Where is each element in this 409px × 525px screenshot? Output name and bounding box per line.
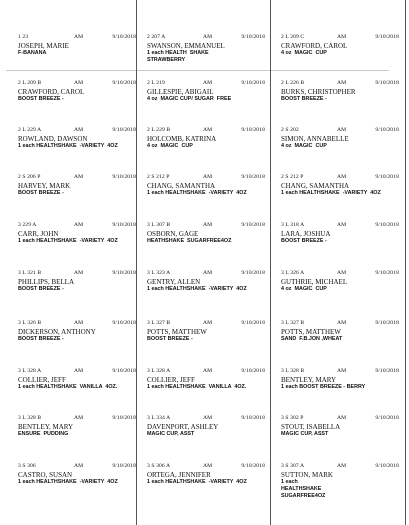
label-room: 1 23 <box>18 34 29 40</box>
label-item: MAGIC CUP, ASST <box>147 431 195 437</box>
label-room: 3 L 323 A <box>147 270 171 276</box>
label-item: BOOST BREEZE - <box>18 286 64 292</box>
label-resident-name: BURKS, CHRISTOPHER <box>281 88 356 96</box>
label-header <box>281 174 399 181</box>
label-header <box>147 415 265 422</box>
label-date: 9/10/2018 <box>375 34 399 40</box>
meal-label <box>281 415 399 465</box>
meal-label <box>147 174 265 224</box>
label-header <box>281 415 399 422</box>
label-resident-name: POTTS, MATTHEW <box>147 328 207 336</box>
meal-label <box>147 368 265 418</box>
label-item: 1 each HEALTHSHAKE VANILLA 4OZ. <box>18 384 118 390</box>
label-room: 3 S 306 <box>18 463 36 469</box>
label-room: 3 L 328 A <box>18 368 42 374</box>
label-resident-name: DICKERSON, ANTHONY <box>18 328 96 336</box>
label-date: 9/10/2018 <box>241 80 265 86</box>
meal-label <box>18 127 136 177</box>
label-resident-name: GUTHRIE, MICHAEL <box>281 278 348 286</box>
label-date: 9/10/2018 <box>112 127 136 133</box>
label-meal: AM <box>337 368 347 374</box>
label-header <box>147 270 265 277</box>
label-header <box>18 415 136 422</box>
label-item: BOOST BREEZE - <box>18 190 64 196</box>
label-resident-name: COLLIER, JEFF <box>147 376 195 384</box>
label-date: 9/10/2018 <box>375 320 399 326</box>
label-meal: AM <box>74 80 84 86</box>
label-meal: AM <box>74 463 84 469</box>
label-meal: AM <box>203 415 213 421</box>
label-date: 9/10/2018 <box>112 80 136 86</box>
label-room: 3 229 A <box>18 222 37 228</box>
label-room: 2 S 212 P <box>147 174 170 180</box>
label-meal: AM <box>337 127 347 133</box>
label-header <box>18 320 136 327</box>
label-header <box>147 80 265 87</box>
label-date: 9/10/2018 <box>112 415 136 421</box>
label-header <box>18 222 136 229</box>
label-header <box>147 463 265 470</box>
label-meal: AM <box>203 174 213 180</box>
label-item: BOOST BREEZE - <box>18 96 64 102</box>
label-header <box>281 463 399 470</box>
label-date: 9/10/2018 <box>112 320 136 326</box>
label-meal: AM <box>74 320 84 326</box>
label-meal: AM <box>337 463 347 469</box>
label-room: 3 S 302 P <box>281 415 304 421</box>
label-header <box>18 270 136 277</box>
label-item: 1 each HEALTHSHAKE -VARIETY 4OZ <box>147 286 247 292</box>
meal-label <box>147 415 265 465</box>
label-resident-name: CHANG, SAMANTHA <box>147 182 216 190</box>
label-item: 4 oz MAGIC CUP/ SUGAR FREE <box>147 96 232 102</box>
column-divider-1 <box>136 0 137 525</box>
label-meal: AM <box>74 270 84 276</box>
meal-label <box>281 80 399 130</box>
meal-label <box>18 415 136 465</box>
label-resident-name: POTTS, MATTHEW <box>281 328 341 336</box>
label-resident-name: PHILLIPS, BELLA <box>18 278 74 286</box>
label-item: HEATHSHAKE SUGARFREE4OZ <box>147 238 232 244</box>
label-meal: AM <box>74 415 84 421</box>
label-date: 9/10/2018 <box>375 80 399 86</box>
label-date: 9/10/2018 <box>375 270 399 276</box>
label-date: 9/10/2018 <box>112 368 136 374</box>
label-item: ENSURE PUDDING <box>18 431 69 437</box>
label-resident-name: CRAWFORD, CAROL <box>281 42 348 50</box>
label-item: BOOST BREEZE - <box>281 238 327 244</box>
meal-label <box>147 127 265 177</box>
label-header <box>147 34 265 41</box>
label-room: 2 L 219 <box>147 80 165 86</box>
meal-label <box>281 463 399 513</box>
label-date: 9/10/2018 <box>112 174 136 180</box>
label-resident-name: GENTRY, ALLEN <box>147 278 201 286</box>
label-resident-name: CASTRO, SUSAN <box>18 471 73 479</box>
label-resident-name: SUTTON, MARK <box>281 471 333 479</box>
label-room: 3 L 328 B <box>18 415 42 421</box>
label-item: 4 oz MAGIC CUP <box>281 286 327 292</box>
label-item: BOOST BREEZE - <box>147 336 193 342</box>
label-item: 1 each HEALTHSHAKE -VARIETY 4OZ <box>147 190 247 196</box>
meal-label <box>147 463 265 513</box>
label-item: 1 each HEALTHSHAKE -VARIETY 4OZ <box>18 238 118 244</box>
meal-label <box>18 80 136 130</box>
label-date: 9/10/2018 <box>112 463 136 469</box>
label-header <box>281 34 399 41</box>
meal-label <box>18 463 136 513</box>
label-room: 2 L 229 B <box>147 127 171 133</box>
label-header <box>281 127 399 134</box>
label-header <box>147 174 265 181</box>
label-room: 2 S 206 P <box>18 174 41 180</box>
label-room: 2 S 212 P <box>281 174 304 180</box>
label-room: 3 L 327 B <box>147 320 171 326</box>
column-divider-2 <box>270 0 271 525</box>
label-resident-name: LARA, JOSHUA <box>281 230 331 238</box>
label-header <box>18 127 136 134</box>
label-header <box>18 174 136 181</box>
label-item: 4 oz MAGIC CUP <box>147 143 193 149</box>
label-resident-name: BENTLEY, MARY <box>18 423 74 431</box>
label-header <box>18 463 136 470</box>
label-date: 9/10/2018 <box>375 463 399 469</box>
label-item: 1 each HEALTHSHAKE SUGARFREE4OZ <box>281 479 326 499</box>
meal-label <box>147 222 265 272</box>
label-meal: AM <box>337 415 347 421</box>
label-date: 9/10/2018 <box>241 270 265 276</box>
label-date: 9/10/2018 <box>241 368 265 374</box>
meal-label <box>147 320 265 370</box>
meal-label <box>281 320 399 370</box>
label-item: 1 each HEALTH SHAKE STRAWBERRY <box>147 50 209 63</box>
label-item: 1 each HEALTHSHAKE VANILLA 4OZ. <box>147 384 247 390</box>
label-date: 9/10/2018 <box>375 127 399 133</box>
label-date: 9/10/2018 <box>112 34 136 40</box>
label-meal: AM <box>74 127 84 133</box>
meal-label <box>18 368 136 418</box>
label-item: BOOST BREEZE - <box>281 96 327 102</box>
label-header <box>147 222 265 229</box>
label-item: BOOST BREEZE - <box>18 336 64 342</box>
label-date: 9/10/2018 <box>112 270 136 276</box>
label-item: SAND F.B.JON ,WHEAT <box>281 336 343 342</box>
label-item: 4 oz MAGIC CUP <box>281 143 327 149</box>
meal-label <box>18 174 136 224</box>
label-resident-name: CRAWFORD, CAROL <box>18 88 85 96</box>
label-resident-name: GILLESPIE, ABIGAIL <box>147 88 214 96</box>
label-room: 3 L 328 B <box>281 368 305 374</box>
label-header <box>147 368 265 375</box>
label-room: 3 L 321 B <box>18 270 42 276</box>
label-header <box>281 368 399 375</box>
label-header <box>18 34 136 41</box>
label-item: 4 oz MAGIC CUP <box>281 50 327 56</box>
label-room: 3 L 326 B <box>18 320 42 326</box>
label-date: 9/10/2018 <box>241 320 265 326</box>
label-meal: AM <box>74 34 84 40</box>
label-room: 3 L 334 A <box>147 415 171 421</box>
label-meal: AM <box>74 368 84 374</box>
meal-label <box>281 127 399 177</box>
label-meal: AM <box>203 127 213 133</box>
label-room: 3 L 328 A <box>147 368 171 374</box>
column-divider-3 <box>405 0 406 525</box>
label-room: 3 S 306 A <box>147 463 171 469</box>
label-date: 9/10/2018 <box>375 368 399 374</box>
label-item: 1 each HEALTHSHAKE -VARIETY 4OZ <box>18 143 118 149</box>
meal-label <box>281 34 399 84</box>
label-header <box>281 270 399 277</box>
label-resident-name: ROWLAND, DAWSON <box>18 135 88 143</box>
label-date: 9/10/2018 <box>112 222 136 228</box>
label-resident-name: COLLIER, JEFF <box>18 376 66 384</box>
label-item: 1 each HEALTHSHAKE -VARIETY 4OZ <box>281 190 381 196</box>
label-room: 2 S 202 <box>281 127 299 133</box>
label-date: 9/10/2018 <box>375 415 399 421</box>
label-header <box>281 320 399 327</box>
label-item: F-BANANA <box>18 50 47 56</box>
label-room: 3 L 307 B <box>147 222 171 228</box>
label-item: 1 each HEALTHSHAKE -VARIETY 4OZ <box>147 479 247 485</box>
label-room: 2 L 209 B <box>18 80 42 86</box>
label-resident-name: OSBORN, GAGE <box>147 230 199 238</box>
label-meal: AM <box>337 320 347 326</box>
label-room: 2 L 229 A <box>18 127 42 133</box>
meal-label <box>18 270 136 320</box>
meal-label <box>147 80 265 130</box>
label-resident-name: HARVEY, MARK <box>18 182 71 190</box>
label-date: 9/10/2018 <box>241 415 265 421</box>
label-room: 2 L 226 B <box>281 80 305 86</box>
label-resident-name: DAVENPORT, ASHLEY <box>147 423 219 431</box>
label-room: 2 L 209 C <box>281 34 305 40</box>
meal-label <box>147 270 265 320</box>
label-header <box>18 368 136 375</box>
label-meal: AM <box>74 174 84 180</box>
label-resident-name: CARR, JOHN <box>18 230 59 238</box>
meal-label <box>18 320 136 370</box>
meal-label <box>281 368 399 418</box>
label-room: 3 L 318 A <box>281 222 305 228</box>
label-item: 1 each BOOST BREEZE - BERRY <box>281 384 366 390</box>
label-date: 9/10/2018 <box>375 174 399 180</box>
label-date: 9/10/2018 <box>241 222 265 228</box>
label-meal: AM <box>337 270 347 276</box>
label-meal: AM <box>203 270 213 276</box>
label-date: 9/10/2018 <box>375 222 399 228</box>
label-meal: AM <box>203 463 213 469</box>
label-resident-name: SWANSON, EMMANUEL <box>147 42 225 50</box>
label-resident-name: BENTLEY, MARY <box>281 376 337 384</box>
label-meal: AM <box>74 222 84 228</box>
label-resident-name: HOLCOMB, KATRINA <box>147 135 217 143</box>
meal-label <box>18 34 136 84</box>
label-meal: AM <box>337 174 347 180</box>
label-meal: AM <box>337 34 347 40</box>
label-meal: AM <box>337 222 347 228</box>
label-date: 9/10/2018 <box>241 34 265 40</box>
label-item: MAGIC CUP, ASST <box>281 431 329 437</box>
label-room: 3 S 307 A <box>281 463 305 469</box>
meal-label <box>281 270 399 320</box>
meal-label <box>281 222 399 272</box>
label-resident-name: JOSEPH, MARIE <box>18 42 69 50</box>
label-meal: AM <box>203 320 213 326</box>
label-resident-name: ORTEGA, JENNIFER <box>147 471 211 479</box>
label-header <box>18 80 136 87</box>
label-resident-name: CHANG, SAMANTHA <box>281 182 350 190</box>
label-meal: AM <box>203 368 213 374</box>
label-date: 9/10/2018 <box>241 127 265 133</box>
meal-label <box>147 34 265 84</box>
label-room: 3 L 326 A <box>281 270 305 276</box>
meal-label <box>281 174 399 224</box>
label-header <box>281 222 399 229</box>
label-resident-name: STOUT, ISABELLA <box>281 423 341 431</box>
label-header <box>281 80 399 87</box>
label-room: 2 207 A <box>147 34 166 40</box>
label-resident-name: SIMON, ANNABELLE <box>281 135 349 143</box>
label-item: 1 each HEALTHSHAKE -VARIETY 4OZ <box>18 479 118 485</box>
meal-label <box>18 222 136 272</box>
label-meal: AM <box>203 80 213 86</box>
label-meal: AM <box>337 80 347 86</box>
label-room: 3 L 327 B <box>281 320 305 326</box>
label-header <box>147 320 265 327</box>
label-date: 9/10/2018 <box>241 174 265 180</box>
label-meal: AM <box>203 222 213 228</box>
label-meal: AM <box>203 34 213 40</box>
label-date: 9/10/2018 <box>241 463 265 469</box>
label-header <box>147 127 265 134</box>
